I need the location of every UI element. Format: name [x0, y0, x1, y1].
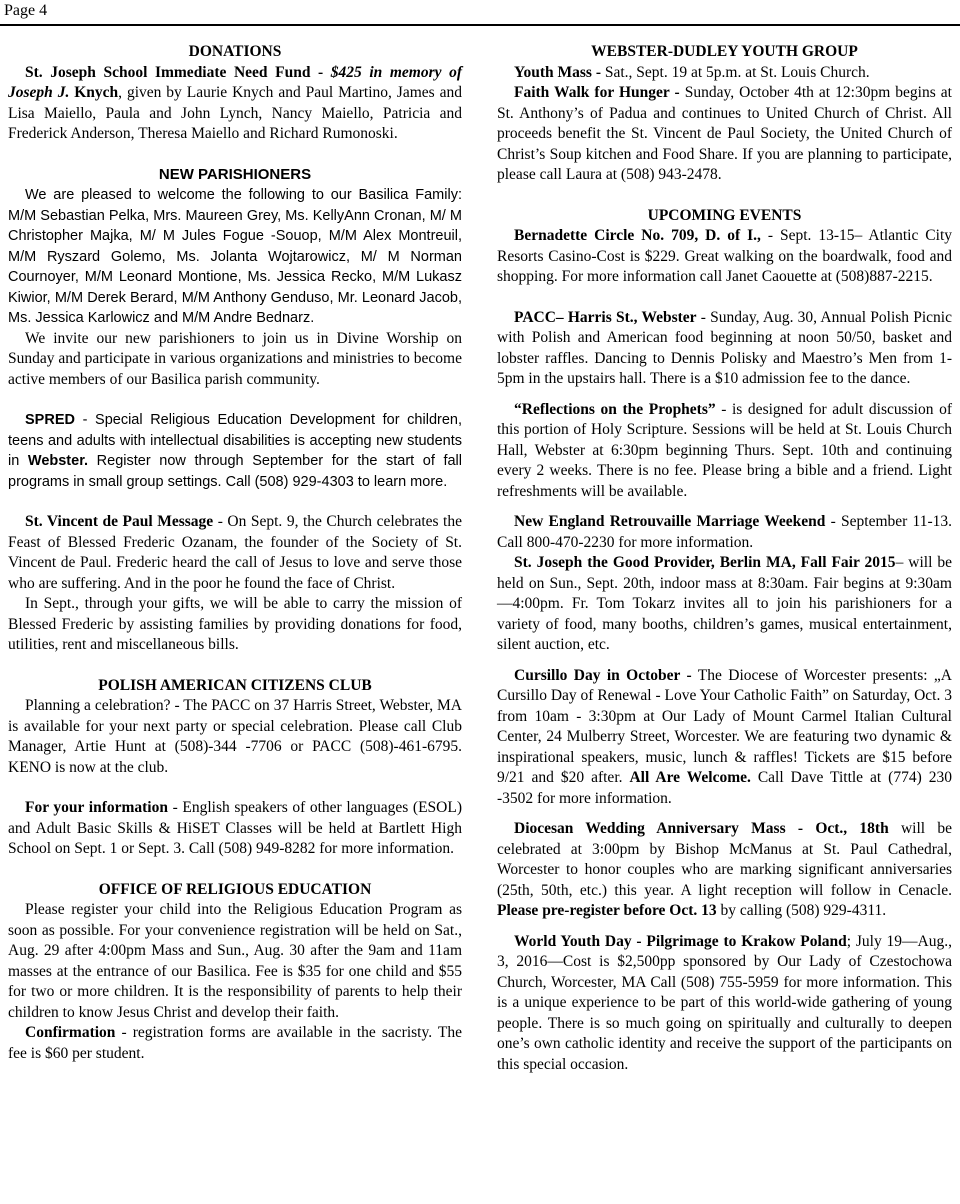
wedding-preregister: Please pre-register before Oct. 13 — [497, 902, 717, 919]
faith-walk-text: Faith Walk for Hunger - Sunday, October 4th at 12:30pm begins at St. Anthony’s of Padua and continues to United Church of Christ. All proceeds benefit the St. Vincent de Paul Society, the United Church of Christ’s Soup kitchen and Food Share. If you are planning to participate, please call Laura at (508) 943-2478. — [497, 84, 952, 183]
header-rule — [0, 24, 960, 26]
wedding-title: Diocesan Wedding Anniversary Mass - Oct., 18th — [514, 820, 889, 837]
st-vincent-title: St. Vincent de Paul Message — [25, 513, 214, 530]
confirmation-title: Confirmation — [25, 1024, 116, 1041]
cursillo-welcome: All Are Welcome. — [629, 769, 751, 786]
youth-group-section — [497, 42, 952, 186]
good-provider-title: St. Joseph the Good Provider, Berlin MA, Fall Fair 2015 — [514, 554, 896, 571]
donations-section — [8, 42, 462, 145]
right-column — [497, 42, 952, 1075]
upcoming-heading: UPCOMING EVENTS — [647, 206, 802, 224]
page-number: Page 4 — [4, 2, 48, 19]
for-info-text: For your information - English speakers of other languages (ESOL) and Adult Basic Skills & HiSET Classes will be held at Bartlett High School on Sept. 1 or Sept. 3. Call (508) 949-8282 for more information. — [8, 799, 463, 857]
wyd-title: World Youth Day - Pilgrimage to Krakow Poland — [514, 932, 847, 950]
bernadette-title: Bernadette Circle No. 709, D. of I., — [514, 227, 761, 244]
youth-mass-text: Youth Mass - Sat., Sept. 19 at 5p.m. at St. Louis Church. — [514, 63, 870, 81]
upcoming-section — [497, 206, 952, 1076]
st-vincent-text: St. Vincent de Paul Message - On Sept. 9, the Church celebrates the Feast of Blessed Frederic Ozanam, the founder of the Society of St. Vincent de Paul. Frederic heard the call of Jesus to love and serve those who are suffering. And in the poor he found the face of Christ. — [8, 513, 462, 592]
wyd-text: World Youth Day - Pilgrimage to Krakow Poland; July 19—Aug., 3, 2016—Cost is $2,500pp sponsored by Our Lady of Czestochowa Church, Worcester, MA Call (508) 755-5959 for more information. This is a unique experience to be part of this world-wide gathering of young people. There is so much going on spiritually and culturally to deepen one’s own catholic identity and receive the support of the participants on this special occasion. — [497, 932, 952, 1073]
pacc-title: PACC– Harris St., Webster — [514, 308, 697, 326]
reflections-title: “Reflections on the Prophets” — [514, 400, 716, 418]
good-provider-text: St. Joseph the Good Provider, Berlin MA, Fall Fair 2015– will be held on Sun., Sept. 20th, indoor mass at 8:30am. Fair begins at 9:30am—4:00pm. Fr. Tom Tokarz invites all to join his parishioners for a variety of food, many booths, children’s games, musical entertainment, silent auction, etc. — [497, 554, 952, 653]
fund-name: Knych — [69, 84, 119, 101]
youth-group-heading: WEBSTER-DUDLEY YOUTH GROUP — [591, 43, 858, 60]
polish-club-section — [8, 676, 462, 779]
new-parishioners-section — [8, 165, 462, 391]
confirmation-text: Confirmation - registration forms are available in the sacristy. The fee is $60 per student. — [8, 1024, 462, 1062]
spred-section — [8, 410, 462, 492]
wedding-text: Diocesan Wedding Anniversary Mass - Oct., 18th will be celebrated at 3:00pm by Bishop McManus at St. Paul Cathedral, Worcester to honor couples who are marking significant anniversaries (25th, 50th, etc.) this year. A light reception will follow in Cenacle. Please pre-register before Oct. 13 by calling (508) 929-4311. — [497, 820, 952, 919]
left-column — [8, 42, 462, 1064]
for-info-section — [8, 798, 462, 860]
faith-walk-title: Faith Walk for Hunger - — [514, 84, 685, 101]
spred-place: Webster. — [27, 453, 89, 469]
religious-ed-section — [8, 880, 462, 1065]
religious-ed-text: Please register your child into the Religious Education Program as soon as possible. For your convenience registration will be held on Sat., Aug. 29 after 4:00pm Mass and Sun., Aug. 30 after the 9am and 11am masses at the entrance of our Basilica. Fee is $35 for one child and $55 for two or more children. It is the responsibility of parents to help their children to know Jesus Christ and develop their faith. — [8, 901, 462, 1021]
pacc-text: PACC– Harris St., Webster - Sunday, Aug. 30, Annual Polish Picnic with Polish and American food beginning at noon 50/50, basket and lobster raffles. Dancing to Dennis Polisky and Maestro’s Men from 1-5pm in the upstairs hall. There is a $10 admission fee to the dance. — [497, 308, 952, 387]
fund-amount: $425 in memory of Joseph J. — [8, 63, 462, 101]
bernadette-text: Bernadette Circle No. 709, D. of I., - Sept. 13-15– Atlantic City Resorts Casino-Cost is $229. Great walking on the boardwalk, food and shopping. For more information call Janet Caouette at (508)887-2215. — [497, 227, 953, 285]
retrouvaille-title: New England Retrouvaille Marriage Weekend — [514, 513, 826, 530]
polish-club-text: Planning a celebration? - The PACC on 37 Harris Street, Webster, MA is available for your next party or special celebration. Please call Club Manager, Artie Hunt at (508)-344 -7706 or PACC (508)-461-6795. KENO is now at the club. — [8, 697, 462, 776]
cursillo-text: Cursillo Day in October - The Diocese of Worcester presents: „A Cursillo Day of Renewal - Love Your Catholic Faith” on Saturday, Oct. 3 from 10am - 3:30pm at Our Lady of Mount Carmel Italian Cultural Center, 24 Mulberry Street, Worcester. We are featuring two dynamic & inspirational speakers, music, lunch & raffles! Tickets are $15 before 9/21 and $20 after. All Are Welcome. Call Dave Tittle at (774) 230 -3502 for more information. — [497, 666, 953, 807]
donations-text — [8, 63, 462, 145]
retrouvaille-text: New England Retrouvaille Marriage Weekend - September 11-13. Call 800-470-2230 for more information. — [497, 513, 952, 551]
st-vincent-section — [8, 512, 462, 656]
for-info-title: For your information — [25, 799, 168, 816]
fund-body: , given by Laurie Knych and Paul Martino, James and Lisa Maiello, Paula and John Lynch, Nancy Maiello, Patricia and Frederick Anderson, Theresa Maiello and Richard Rumonoski. — [8, 84, 462, 142]
new-parishioners-heading: NEW PARISHIONERS — [158, 165, 312, 183]
spred-title: SPRED — [25, 412, 75, 428]
fund-prefix: St. Joseph School Immediate Need Fund - — [25, 63, 331, 81]
cursillo-title: Cursillo Day in October - — [514, 666, 692, 684]
st-vincent-text-2: In Sept., through your gifts, we will be able to carry the mission of Blessed Frederic by assisting families by providing donations for food, utilities, rent and miscellaneous bills. — [8, 595, 462, 653]
spred-text: SPRED - Special Religious Education Development for children, teens and adults with intellectual disabilities is accepting new students in Webster. Register now through September for the start of fall programs in small group settings. Call (508) 929-4303 to learn more. — [8, 412, 462, 490]
religious-ed-heading: OFFICE OF RELIGIOUS EDUCATION — [98, 880, 372, 898]
page-header — [0, 0, 960, 26]
polish-club-heading: POLISH AMERICAN CITIZENS CLUB — [98, 676, 372, 694]
donations-heading: DONATIONS — [188, 43, 282, 60]
youth-mass-title: Youth Mass - — [514, 63, 605, 81]
reflections-text: “Reflections on the Prophets” - is designed for adult discussion of this portion of Holy Scripture. Sessions will be held at St. Louis Church Hall, Webster at 6:30pm beginning Thurs. Sept. 10th and continuing every 2 weeks. There is no fee. Please bring a bible and a friend. Light refreshments will be available. — [497, 400, 952, 500]
new-parishioners-text: We are pleased to welcome the following to our Basilica Family: M/M Sebastian Pelka, Mrs. Maureen Grey, Ms. KellyAnn Cronan, M/ M Christopher Majka, M/ M Jules Fogue -Souop, M/M Alex Montreuil, M/M Ryszard Golemo, Ms. Jolanta Wojtarowicz, M/ M Norman Cournoyer, M/M Leonard Montione, Ms. Jessica Recko, M/M Lukasz Kiwior, M/M Derek Berard, M/M Anthony Genduso, Mr. Leonard Jacob, Ms. Jessica Karlowicz and M/M Andre Bednarz. — [8, 187, 462, 326]
new-parishioners-invite: We invite our new parishioners to join us in Divine Worship on Sunday and participate in various organizations and ministries to become active members of our Basilica parish community. — [8, 329, 462, 388]
